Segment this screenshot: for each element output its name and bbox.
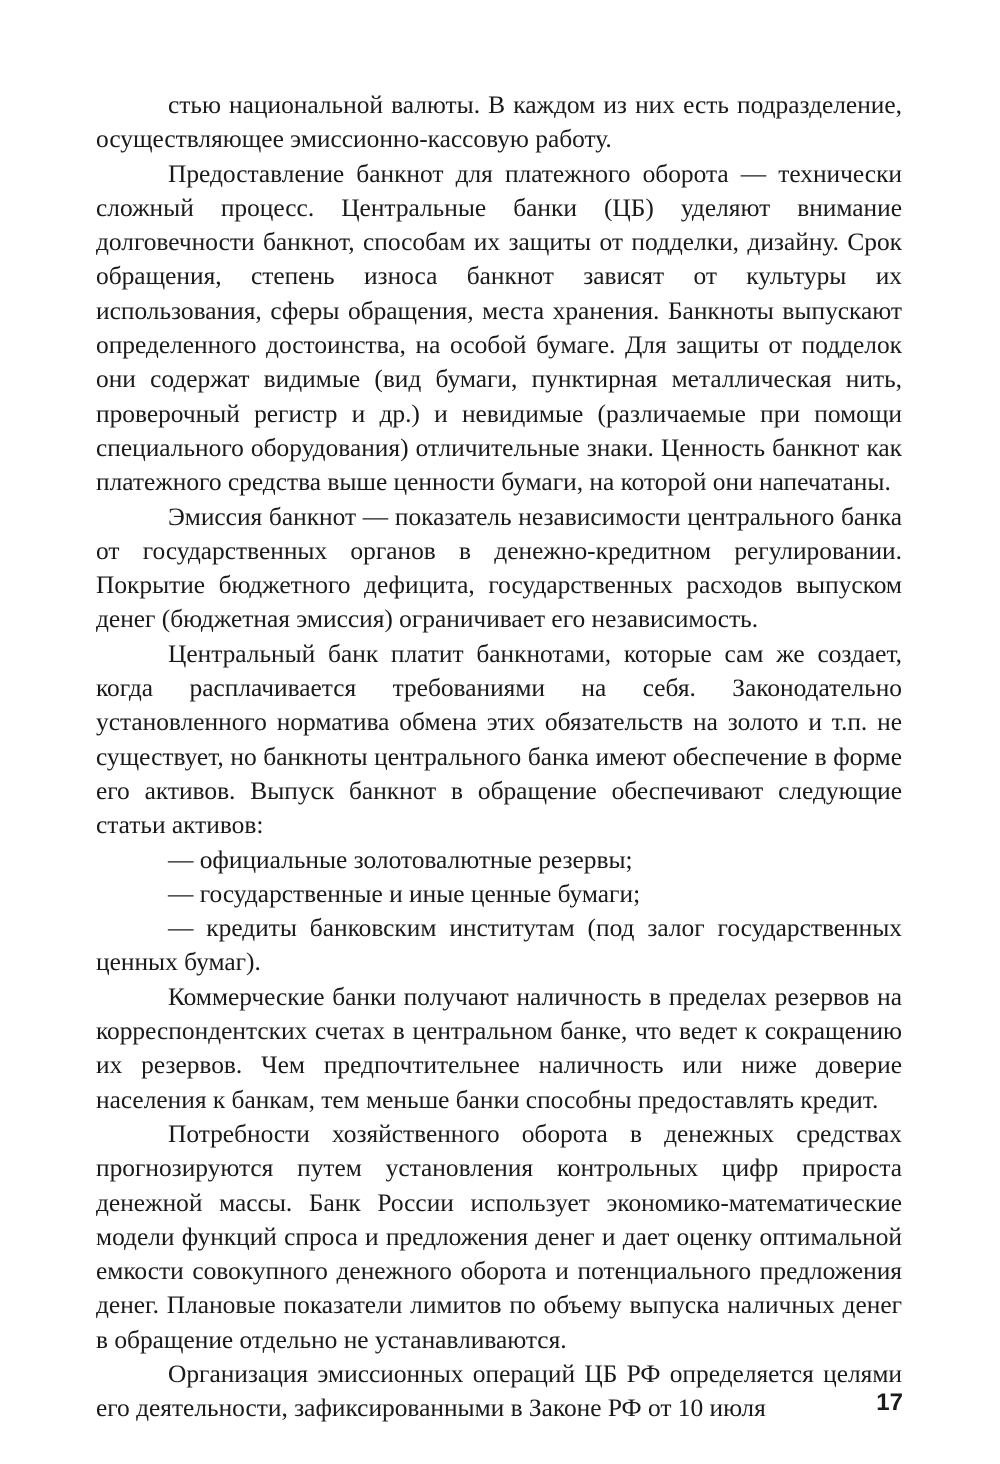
paragraph-continuation: стью национальной валюты. В каждом из них есть подразделение, осуществляющее эмиссионно-кассовую работу. — [96, 91, 902, 154]
paragraph-money-supply-forecast: Потребности хозяйственного оборота в денежных средствах прогнозируются путем установления контрольных цифр прироста денежной массы. Банк России использует экономико-математические модели функций спроса и предложения денег и дает оценку оптимальной емкости совокупного денежного оборота и потенциального предложения денег. Плановые показатели лимитов по объему выпуска наличных денег в обращение отдельно не устанавливаются. — [96, 1119, 902, 1354]
list-item-bank-credits: — кредиты банковским институтам (под залог государственных ценных бумаг). — [96, 914, 902, 977]
paragraph-commercial-banks: Коммерческие банки получают наличность в пределах резервов на корреспондентских счетах в центральном банке, что ведет к сокращению их резервов. Чем предпочтительнее наличность или ниже доверие населения к банкам, тем меньше банки способны предоставлять кредит. — [96, 982, 902, 1114]
list-item-securities: — государственные и иные ценные бумаги; — [168, 879, 641, 908]
paragraph-central-bank-payments: Центральный банк платит банкнотами, которые сам же создает, когда расплачивается требованиями на себя. Законодательно установленного норматива обмена этих обязательств на золото и т.п. не существует, но банкноты центрального банка имеют обеспечение в форме его активов. Выпуск банкнот в обращение обеспечивают следующие статьи активов: — [96, 639, 902, 840]
paragraph-emission-organization: Организация эмиссионных операций ЦБ РФ определяется целями его деятельности, зафиксированными в Законе РФ от 10 июля — [96, 1359, 902, 1423]
paragraph-banknote-provision: Предоставление банкнот для платежного оборота — технически сложный процесс. Центральные банки (ЦБ) уделяют внимание долговечности банкнот, способам их защиты от подделки, дизайну. Срок обращения, степень износа банкнот зависят от культуры их использования, сферы обращения, места хранения. Банкноты выпускают определенного достоинства, на особой бумаге. Для защиты от подделок они содержат видимые (вид бумаги, пунктирная металлическая нить, проверочный регистр и др.) и невидимые (различаемые при помощи специального оборудования) отличительные знаки. Ценность банкнот как платежного средства выше ценности бумаги, на которой они напечатаны. — [96, 159, 902, 497]
paragraph-emission-independence: Эмиссия банкнот — показатель независимости центрального банка от государственных органов в денежно-кредитном регулировании. Покрытие бюджетного дефицита, государственных расходов выпуском денег (бюджетная эмиссия) ограничивает его независимость. — [96, 502, 902, 634]
body-text — [96, 88, 902, 1426]
page-number: 17 — [876, 1389, 903, 1416]
list-item-gold-reserves: — официальные золотовалютные резервы; — [168, 845, 633, 874]
